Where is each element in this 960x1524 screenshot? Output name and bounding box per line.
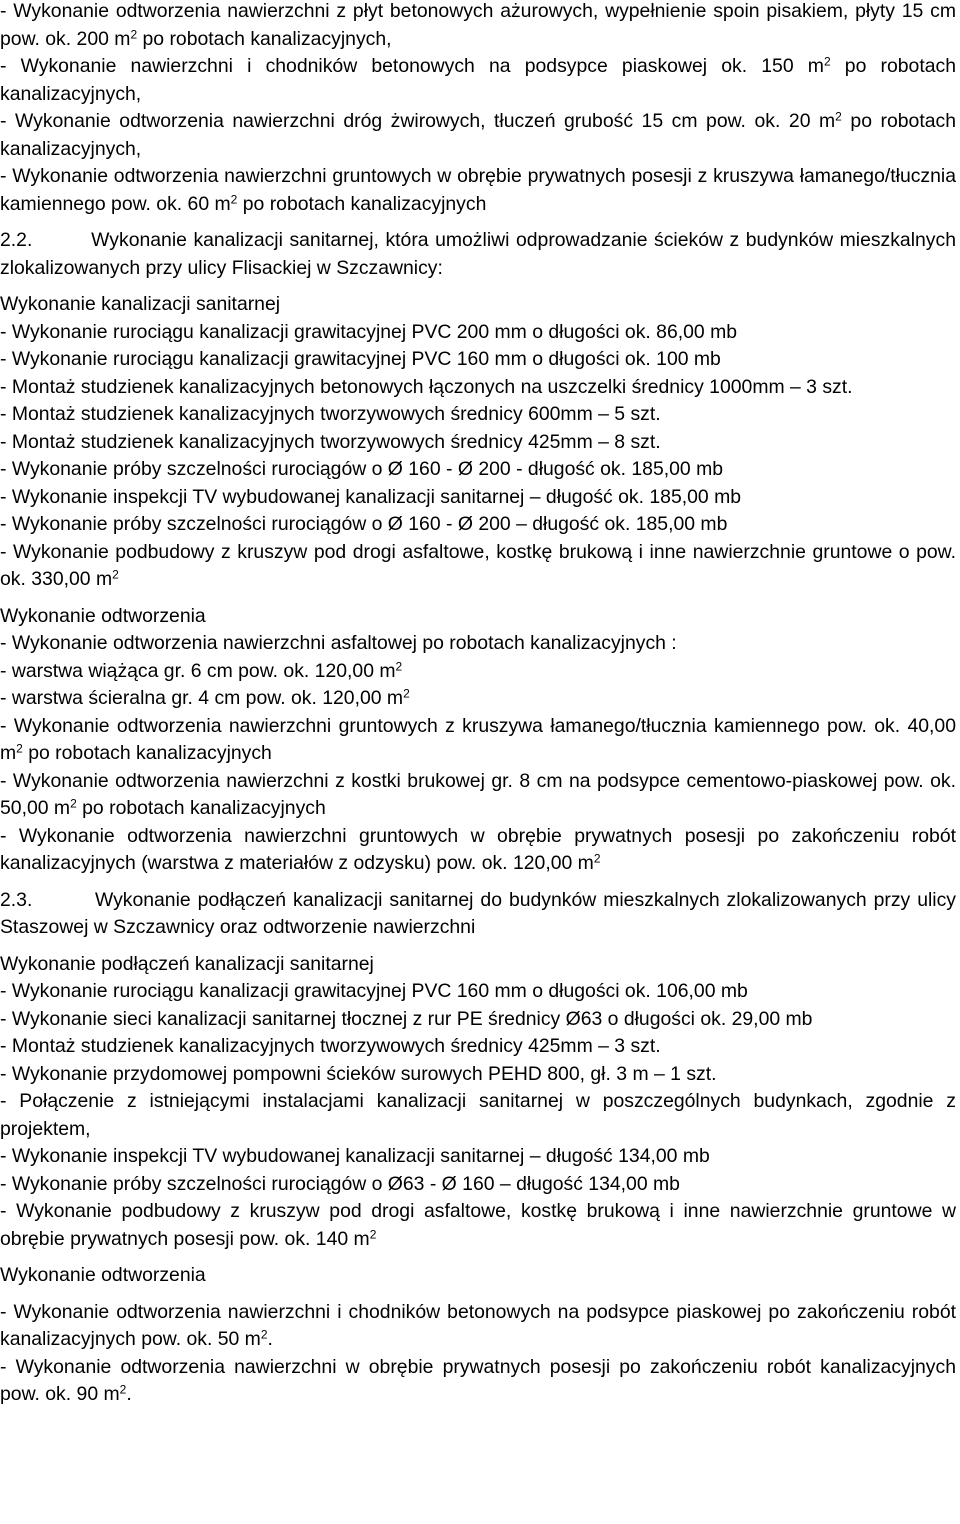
paragraph	[0, 1061, 956, 1089]
paragraph	[0, 291, 956, 319]
text-run: - Wykonanie rurociągu kanalizacji grawitacyjnej PVC 160 mm o długości ok. 100 mb	[0, 348, 721, 370]
text-run: - Montaż studzienek kanalizacyjnych betonowych łączonych na uszczelki średnicy 1000mm – 3 szt.	[0, 375, 853, 398]
superscript: 2	[119, 1382, 127, 1397]
paragraph	[0, 108, 956, 163]
text-run: - Wykonanie odtworzenia nawierzchni asfaltowej po robotach kanalizacyjnych :	[0, 632, 677, 654]
paragraph	[0, 374, 956, 402]
text-run: - Wykonanie odtworzenia nawierzchni gruntowych w obrębie prywatnych posesji po zakończeniu robót kanalizacyjnych (warstwa z materiałów z odzysku) pow. ok. 120,00 m	[0, 824, 956, 874]
paragraph	[0, 630, 956, 658]
text-run: - Montaż studzienek kanalizacyjnych tworzywowych średnicy 425mm – 3 szt.	[0, 1035, 661, 1057]
paragraph-spacer	[0, 878, 956, 887]
text-run: Wykonanie odtworzenia	[0, 604, 206, 627]
paragraph	[0, 53, 956, 108]
paragraph	[0, 951, 956, 979]
text-run: - Wykonanie odtworzenia nawierzchni i chodników betonowych na podsypce piaskowej po zakończeniu robót kanalizacyjnych pow. ok. 50 m	[0, 1300, 956, 1350]
section-number: 2.3.	[0, 888, 33, 911]
superscript: 2	[593, 851, 601, 866]
text-run: - Połączenie z istniejącymi instalacjami kanalizacji sanitarnej w poszczególnych budynkach, zgodnie z projektem,	[0, 1090, 956, 1140]
paragraph	[0, 1299, 956, 1354]
text-run: po robotach kanalizacyjnych	[76, 797, 326, 819]
paragraph	[0, 768, 956, 823]
superscript: 2	[130, 26, 138, 41]
superscript: 2	[230, 191, 238, 206]
text-run: - Wykonanie rurociągu kanalizacji grawitacyjnej PVC 200 mm o długości ok. 86,00 mb	[0, 320, 738, 343]
paragraph	[0, 978, 956, 1006]
paragraph	[0, 1033, 956, 1061]
paragraph	[0, 1143, 956, 1171]
superscript: 2	[835, 109, 842, 124]
text-run: - Wykonanie inspekcji TV wybudowanej kanalizacji sanitarnej – długość ok. 185,00 mb	[0, 485, 742, 508]
text-run: po robotach kanalizacyjnych,	[0, 55, 956, 105]
paragraph	[0, 401, 956, 429]
superscript: 2	[260, 1327, 268, 1342]
text-run: Wykonanie odtworzenia	[0, 1264, 206, 1286]
text-run: - Wykonanie próby szczelności rurociągów o Ø 160 - Ø 200 - długość ok. 185,00 mb	[0, 458, 724, 480]
section-heading	[0, 887, 956, 942]
paragraph	[0, 1171, 956, 1199]
text-run: - Wykonanie próby szczelności rurociągów o Ø 160 - Ø 200 – długość ok. 185,00 mb	[0, 513, 728, 535]
text-run: - Wykonanie odtworzenia nawierzchni z płyt betonowych ażurowych, wypełnienie spoin pisakiem, płyty 15 cm pow. ok. 200 m	[0, 0, 956, 50]
paragraph	[0, 319, 956, 347]
paragraph	[0, 658, 956, 686]
paragraph-spacer	[0, 942, 956, 951]
paragraph	[0, 163, 956, 218]
paragraph	[0, 1354, 956, 1409]
paragraph	[0, 685, 956, 713]
text-run: Wykonanie podłączeń kanalizacji sanitarnej	[0, 952, 374, 975]
paragraph	[0, 1262, 956, 1290]
paragraph	[0, 539, 956, 594]
superscript: 2	[403, 686, 410, 701]
text-run: po robotach kanalizacyjnych	[22, 742, 272, 764]
paragraph	[0, 823, 956, 878]
text-run: - Wykonanie odtworzenia nawierzchni z kostki brukowej gr. 8 cm na podsypce cementowo-piaskowej pow. ok. 50,00 m	[0, 769, 956, 819]
paragraph	[0, 713, 956, 768]
text-run: Wykonanie kanalizacji sanitarnej	[0, 293, 281, 315]
paragraph	[0, 603, 956, 631]
superscript: 2	[70, 796, 77, 811]
text-run: - Wykonanie nawierzchni i chodników betonowych na podsypce piaskowej ok. 150 m	[0, 55, 824, 77]
text-run: - warstwa ścieralna gr. 4 cm pow. ok. 120,00 m	[0, 687, 404, 709]
section-text: Wykonanie kanalizacji sanitarnej, która umożliwi odprowadzanie ścieków z budynków mieszkalnych zlokalizowanych przy ulicy Flisackiej w Szczawnicy:	[0, 229, 956, 279]
text-run: - Wykonanie odtworzenia nawierzchni w obrębie prywatnych posesji po zakończeniu robót kanalizacyjnych pow. ok. 90 m	[0, 1355, 956, 1405]
paragraph	[0, 511, 956, 539]
text-run: - Wykonanie próby szczelności rurociągów o Ø63 - Ø 160 – długość 134,00 mb	[0, 1172, 680, 1195]
superscript: 2	[823, 54, 831, 69]
text-run: - Wykonanie inspekcji TV wybudowanej kanalizacji sanitarnej – długość 134,00 mb	[0, 1145, 710, 1167]
text-run: - Wykonanie odtworzenia nawierzchni gruntowych z kruszywa łamanego/tłucznia kamiennego pow. ok. 40,00 m	[0, 714, 956, 764]
text-run: .	[267, 1328, 273, 1350]
superscript: 2	[16, 741, 23, 756]
text-run: po robotach kanalizacyjnych	[237, 192, 487, 215]
paragraph	[0, 1198, 956, 1253]
text-run: - Wykonanie podbudowy z kruszyw pod drogi asfaltowe, kostkę brukową i inne nawierzchnie gruntowe w obrębie prywatnych posesji pow. ok. 140 m	[0, 1200, 956, 1250]
superscript: 2	[369, 1226, 377, 1241]
text-run: - Wykonanie odtworzenia nawierzchni dróg żwirowych, tłuczeń grubość 15 cm pow. ok. 20 m	[0, 110, 836, 132]
paragraph-spacer	[0, 282, 956, 291]
paragraph	[0, 429, 956, 457]
text-run: - Wykonanie sieci kanalizacji sanitarnej tłocznej z rur PE średnicy Ø63 o długości ok. 29,00 mb	[0, 1007, 813, 1030]
text-run: - Wykonanie rurociągu kanalizacji grawitacyjnej PVC 160 mm o długości ok. 106,00 mb	[0, 980, 748, 1002]
paragraph	[0, 1006, 956, 1034]
text-run: po robotach kanalizacyjnych,	[137, 27, 392, 50]
paragraph-spacer	[0, 594, 956, 603]
section-text: Wykonanie podłączeń kanalizacji sanitarnej do budynków mieszkalnych zlokalizowanych przy ulicy Staszowej w Szczawnicy oraz odtworzenie nawierzchni	[0, 888, 956, 938]
paragraph	[0, 346, 956, 374]
superscript: 2	[112, 567, 119, 582]
paragraph-spacer	[0, 1290, 956, 1299]
text-run: - Montaż studzienek kanalizacyjnych tworzywowych średnicy 600mm – 5 szt.	[0, 403, 661, 425]
paragraph	[0, 1088, 956, 1143]
text-run: - warstwa wiążąca gr. 6 cm pow. ok. 120,00 m	[0, 659, 396, 682]
text-run: - Wykonanie odtworzenia nawierzchni gruntowych w obrębie prywatnych posesji z kruszywa łamanego/tłucznia kamiennego pow. ok. 60 m	[0, 165, 956, 215]
text-run: .	[126, 1383, 132, 1405]
text-run: po robotach kanalizacyjnych,	[0, 110, 956, 160]
superscript: 2	[395, 658, 403, 673]
text-run: - Wykonanie podbudowy z kruszyw pod drogi asfaltowe, kostkę brukową i inne nawierzchnie gruntowe o pow. ok. 330,00 m	[0, 540, 956, 590]
section-number: 2.2.	[0, 229, 33, 251]
paragraph-spacer	[0, 1253, 956, 1262]
paragraph	[0, 456, 956, 484]
section-heading	[0, 227, 956, 282]
paragraph	[0, 484, 956, 512]
paragraph-spacer	[0, 218, 956, 227]
text-run: - Wykonanie przydomowej pompowni ścieków surowych PEHD 800, gł. 3 m – 1 szt.	[0, 1062, 717, 1085]
paragraph	[0, 0, 956, 53]
text-run: - Montaż studzienek kanalizacyjnych tworzywowych średnicy 425mm – 8 szt.	[0, 430, 661, 453]
